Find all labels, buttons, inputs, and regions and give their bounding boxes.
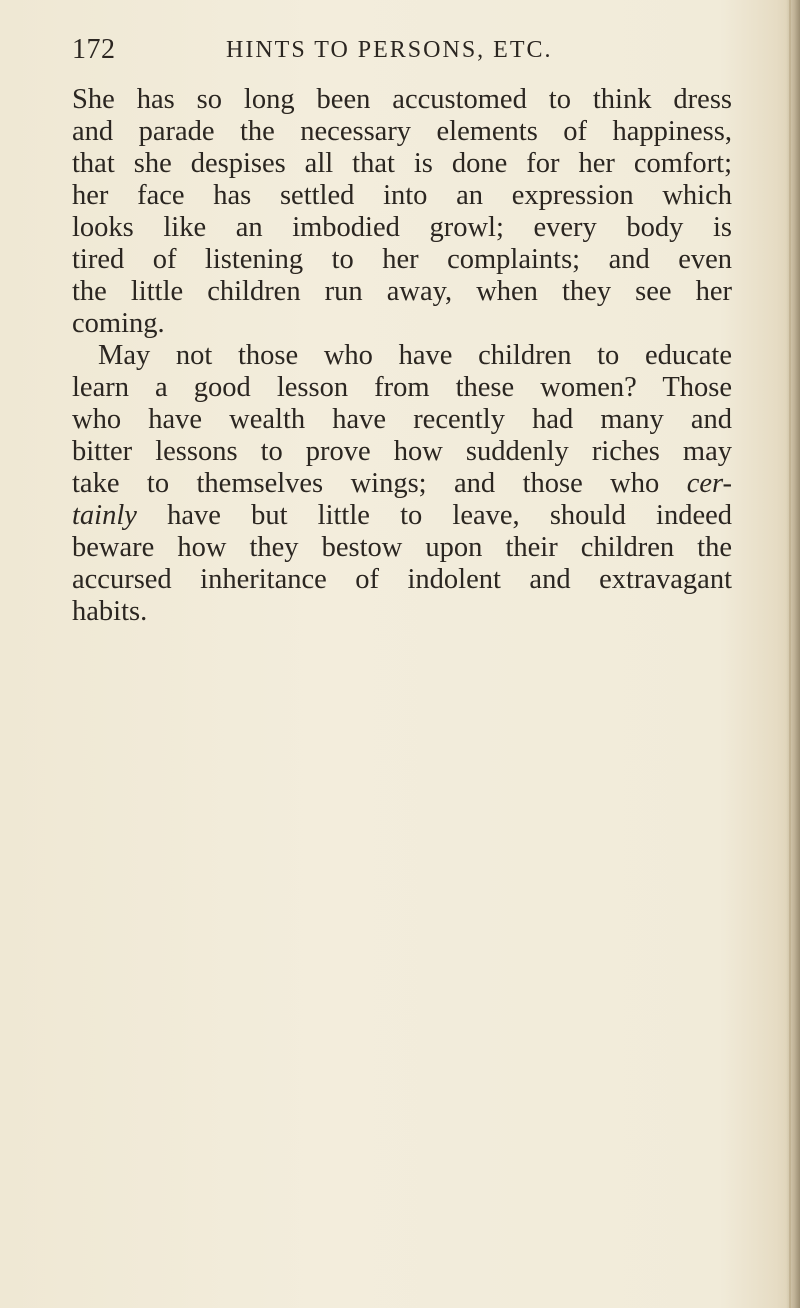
text-segment: have but little to leave, should indeed [167,500,732,531]
text-line: tired of listening to her complaints; and even [72,244,732,275]
text-line: She has so long been accustomed to think dress [72,84,732,115]
text-line: the little children run away, when they see her [72,276,732,307]
text-line: her face has settled into an expression which [72,180,732,211]
text-line: who have wealth have recently had many and [72,404,732,435]
text-line: looks like an imbodied growl; every body is [72,212,732,243]
running-head: HINTS TO PERSONS, ETC. [226,37,553,63]
text-line: habits. [72,596,148,627]
text-line: coming. [72,308,165,339]
italic-text: tainly [72,500,137,531]
text-line: learn a good lesson from these women? Those [72,372,732,403]
text-line [72,468,732,500]
page-edge-line [789,0,791,1308]
text-segment: take to themselves wings; and those who [72,468,660,499]
page-number: 172 [72,34,116,65]
text-line: May not those who have children to educate [98,340,732,371]
text-line: and parade the necessary elements of happiness, [72,116,732,147]
text-line: bitter lessons to prove how suddenly riches may [72,436,732,467]
body-text [72,84,732,628]
italic-text: cer- [686,468,733,499]
text-line: accursed inheritance of indolent and extravagant [72,564,732,595]
text-line: beware how they bestow upon their children the [72,532,732,563]
page-header [70,34,740,74]
text-line [72,500,732,532]
text-line: that she despises all that is done for her comfort; [72,148,732,179]
